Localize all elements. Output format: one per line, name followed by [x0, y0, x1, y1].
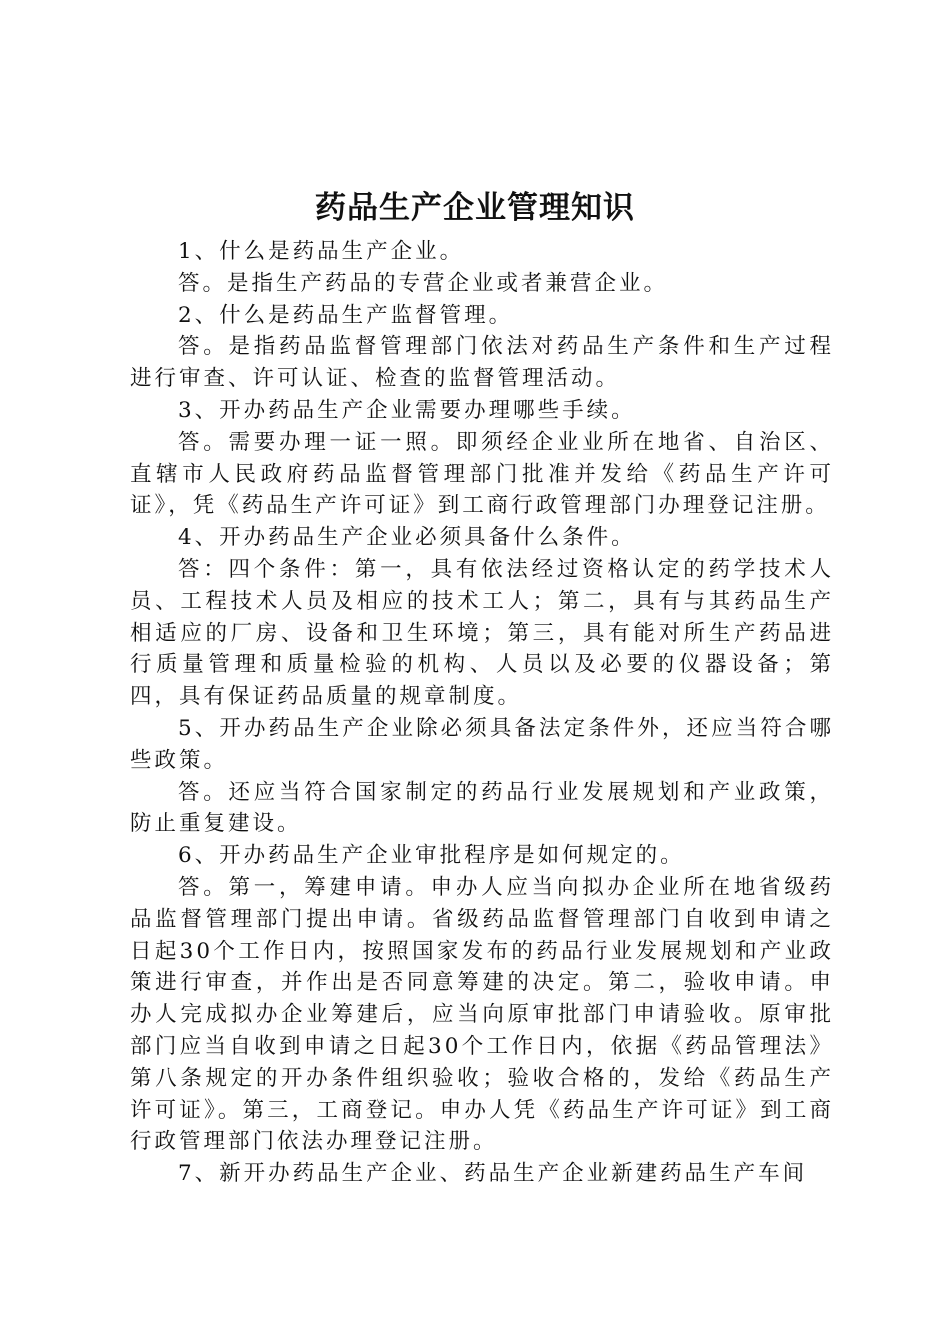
question-4: 4、开办药品生产企业必须具备什么条件。 — [178, 525, 636, 551]
document-title: 药品生产企业管理知识 — [315, 190, 635, 226]
question-5: 5、开办药品生产企业除必须具备法定条件外，还应当符合哪些政策。 — [130, 715, 834, 773]
question-7: 7、新开办药品生产企业、药品生产企业新建药品生产车间 — [178, 1161, 808, 1187]
answer-4: 答：四个条件：第一，具有依法经过资格认定的药学技术人员、工程技术人员及相应的技术工人；第二，具有与其药品生产相适应的厂房、设备和卫生环境；第三，具有能对所生产药品进行质量管理和质量检验的机构、人员以及必要的仪器设备；第四，具有保证药品质量的规章制度。 — [130, 556, 834, 710]
question-3: 3、开办药品生产企业需要办理哪些手续。 — [178, 397, 636, 423]
question-1: 1、什么是药品生产企业。 — [178, 239, 465, 264]
question-2: 2、什么是药品生产监督管理。 — [178, 302, 514, 328]
answer-6: 答。第一，筹建申请。申办人应当向拟办企业所在地省级药品监督管理部门提出申请。省级药品监督管理部门自收到申请之日起30个工作日内，按照国家发布的药品行业发展规划和产业政策进行审查，并作出是否同意筹建的决定。第二，验收申请。申办人完成拟办企业筹建后，应当向原审批部门申请验收。原审批部门应当自收到申请之日起30个工作日内，依据《药品管理法》第八条规定的开办条件组织验收；验收合格的，发给《药品生产许可证》。第三，工商登记。申办人凭《药品生产许可证》到工商行政管理部门依法办理登记注册。 — [130, 874, 834, 1155]
answer-3: 答。需要办理一证一照。即须经企业业所在地省、自治区、直辖市人民政府药品监督管理部门批准并发给《药品生产许可证》，凭《药品生产许可证》到工商行政管理部门办理登记注册。 — [130, 429, 834, 519]
question-6: 6、开办药品生产企业审批程序是如何规定的。 — [178, 843, 685, 869]
answer-1: 答。是指生产药品的专营企业或者兼营企业。 — [178, 270, 669, 296]
document-body — [130, 236, 834, 1190]
answer-2: 答。是指药品监督管理部门依法对药品生产条件和生产过程进行审查、许可认证、检查的监督管理活动。 — [130, 334, 834, 392]
answer-5: 答。还应当符合国家制定的药品行业发展规划和产业政策，防止重复建设。 — [130, 779, 834, 837]
